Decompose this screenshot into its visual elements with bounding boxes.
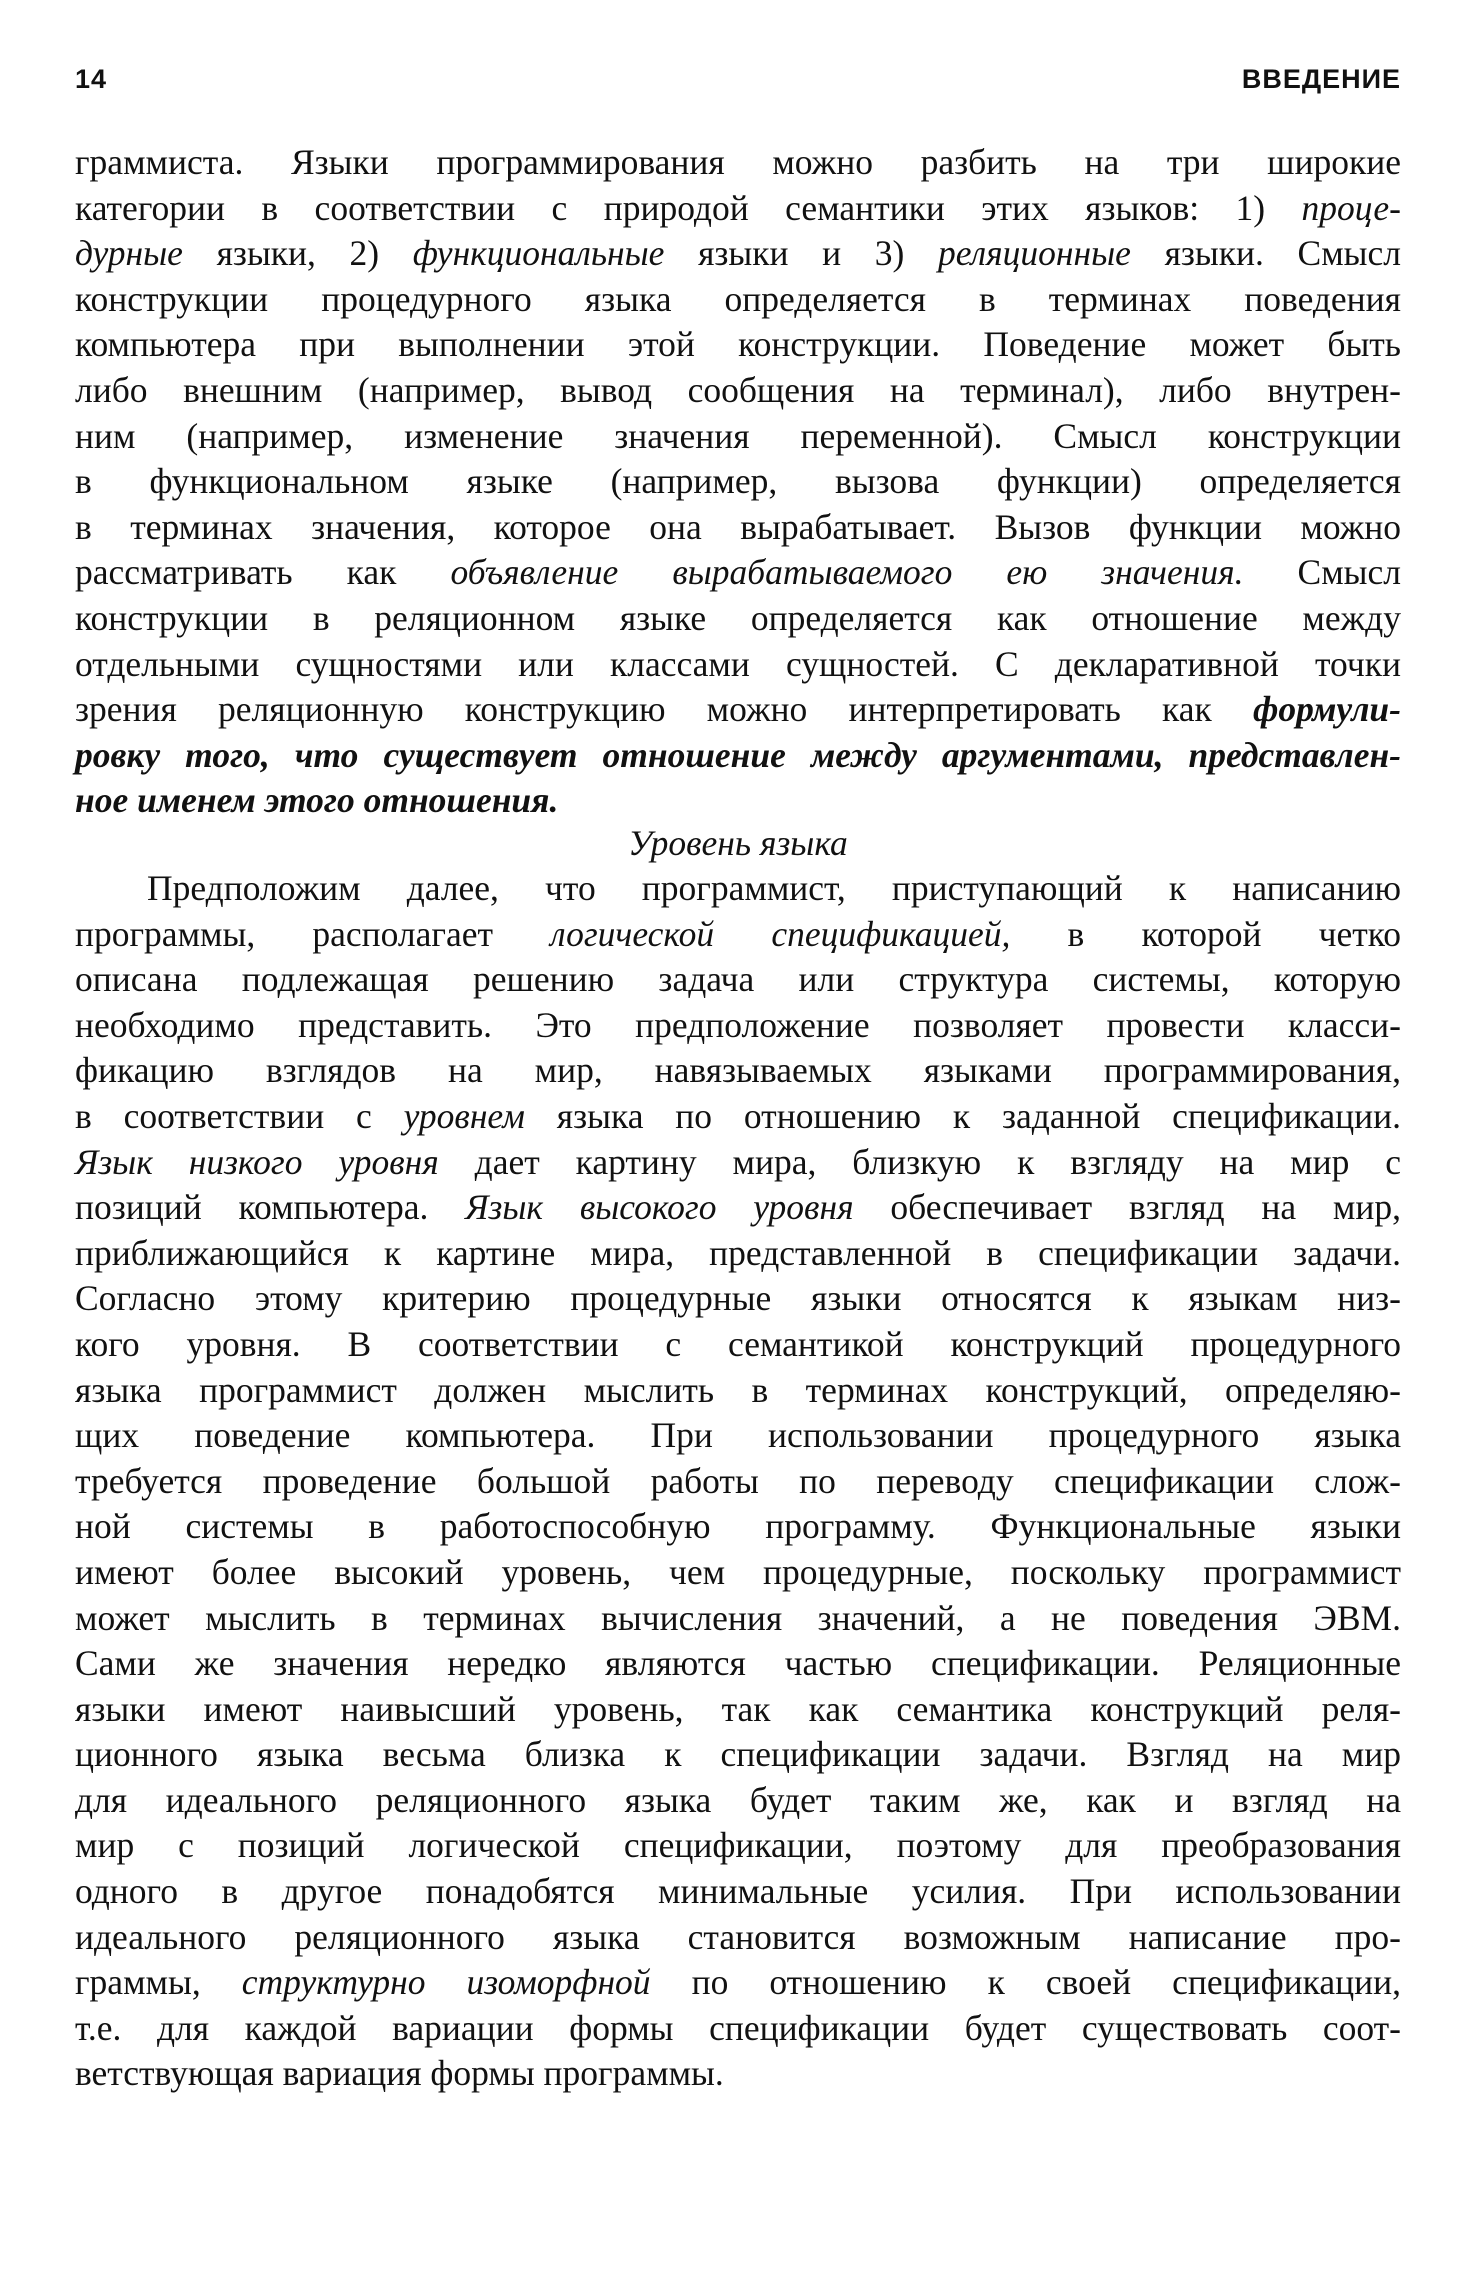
text-line — [75, 1823, 1401, 1869]
paragraph-language-level — [75, 866, 1401, 2097]
text-run: языки. Смысл — [1130, 233, 1401, 274]
text-run: Смысл — [1243, 552, 1401, 593]
running-head — [75, 64, 1401, 104]
text-line — [75, 1003, 1401, 1049]
emphasis-run: логической спецификацией, — [550, 913, 1011, 954]
text-line — [75, 957, 1401, 1003]
text-line — [75, 866, 1401, 912]
text-run: для идеального реляционного языка будет таким же, как и взгляд на — [75, 1779, 1401, 1820]
paragraph-programming-paradigms — [75, 140, 1401, 824]
text-run: требуется проведение большой работы по переводу спецификации слож- — [75, 1460, 1401, 1501]
text-run: компьютера при выполнении этой конструкции. Поведение может быть — [75, 324, 1401, 365]
text-run: либо внешним (например, вывод сообщения на терминал), либо внутрен- — [75, 369, 1401, 410]
text-line — [75, 1687, 1401, 1733]
text-line — [75, 1504, 1401, 1550]
text-run: языки имеют наивысший уровень, так как семантика конструкций реля- — [75, 1688, 1401, 1729]
text-line — [75, 1641, 1401, 1687]
text-run: по отношению к своей спецификации, — [650, 1962, 1401, 2003]
text-line — [75, 1459, 1401, 1505]
text-line — [75, 322, 1401, 368]
text-run: программы, располагает — [75, 913, 551, 954]
text-run: идеального реляционного языка становится возможным написание про- — [75, 1916, 1401, 1957]
text-line — [75, 140, 1401, 186]
text-line — [75, 642, 1401, 688]
text-line — [75, 778, 1401, 824]
text-run: в функциональном языке (например, вызова функции) определяется — [75, 461, 1401, 502]
emphasis-run: ное именем этого отношения. — [75, 780, 559, 821]
text-run: языки, 2) — [182, 233, 413, 274]
text-run: категории в соответствии с природой семантики этих языков: 1) — [75, 187, 1302, 228]
text-line — [75, 186, 1401, 232]
text-run: обеспечивает взгляд на мир, — [853, 1187, 1401, 1228]
text-run: фикацию взглядов на мир, навязываемых языками программирования, — [75, 1050, 1401, 1091]
text-line — [75, 1915, 1401, 1961]
emphasis-run: Язык низкого уровня — [75, 1141, 439, 1182]
text-run: кого уровня. В соответствии с семантикой конструкций процедурного — [75, 1323, 1401, 1364]
text-line — [75, 1140, 1401, 1186]
text-run: отдельными сущностями или классами сущностей. С декларативной точки — [75, 643, 1401, 684]
text-run: Согласно этому критерию процедурные языки относятся к языкам низ- — [75, 1278, 1401, 1319]
text-line — [75, 1869, 1401, 1915]
text-line — [75, 1322, 1401, 1368]
text-run: дает картину мира, близкую к взгляду на мир с — [438, 1141, 1401, 1182]
text-run: одного в другое понадобятся минимальные усилия. При использовании — [75, 1871, 1401, 1912]
text-line — [75, 1185, 1401, 1231]
text-line — [75, 687, 1401, 733]
text-run: рассматривать как — [75, 552, 451, 593]
emphasis-run: структурно изоморфной — [241, 1962, 651, 2003]
text-run: ционного языка весьма близка к спецификации задачи. Взгляд на мир — [75, 1734, 1401, 1775]
text-run: граммиста. Языки программирования можно разбить на три широкие — [75, 142, 1401, 182]
text-line — [75, 2006, 1401, 2052]
text-line — [75, 1276, 1401, 1322]
text-line — [75, 1231, 1401, 1277]
text-run: позиций компьютера. — [75, 1187, 466, 1228]
text-line — [75, 231, 1401, 277]
text-line — [75, 1960, 1401, 2006]
text-line — [75, 2051, 1401, 2097]
emphasis-run: формули- — [1252, 689, 1401, 730]
text-run: необходимо представить. Это предположение позволяет провести класси- — [75, 1004, 1401, 1045]
text-line — [75, 596, 1401, 642]
emphasis-run: уровнем — [403, 1095, 525, 1136]
text-run: приближающийся к картине мира, представленной в спецификации задачи. — [75, 1232, 1401, 1273]
subheading-language-level: Уровень языка — [628, 823, 848, 863]
text-run: языки и 3) — [664, 233, 939, 274]
emphasis-run: объявление вырабатываемого ею значения. — [450, 552, 1244, 593]
emphasis-run: реляционные — [938, 233, 1131, 274]
text-run: граммы, — [75, 1962, 242, 2003]
text-line — [75, 505, 1401, 551]
text-line — [75, 368, 1401, 414]
text-run: ветствующая вариация формы программы. — [75, 2053, 724, 2094]
text-run: языка по отношению к заданной спецификации. — [524, 1095, 1401, 1136]
text-run: конструкции процедурного языка определяется в терминах поведения — [75, 278, 1401, 319]
text-line — [75, 733, 1401, 779]
emphasis-run: ровку того, что существует отношение между аргументами, представлен- — [75, 734, 1401, 775]
emphasis-run: проце- — [1301, 187, 1401, 228]
text-run: Сами же значения нередко являются частью спецификации. Реляционные — [75, 1643, 1401, 1684]
text-run: языка программист должен мыслить в терминах конструкций, определяю- — [75, 1369, 1401, 1410]
text-line — [75, 1413, 1401, 1459]
text-run: в соответствии с — [75, 1095, 404, 1136]
section-title: ВВЕДЕНИЕ — [1241, 64, 1401, 94]
text-line — [75, 1778, 1401, 1824]
text-run: мир с позиций логической спецификации, поэтому для преобразования — [75, 1825, 1401, 1866]
text-line — [75, 1048, 1401, 1094]
text-run: в которой четко — [1010, 913, 1401, 954]
text-run: имеют более высокий уровень, чем процедурные, поскольку программист — [75, 1551, 1401, 1592]
text-run: описана подлежащая решению задача или структура системы, которую — [75, 959, 1401, 1000]
text-run: щих поведение компьютера. При использовании процедурного языка — [75, 1415, 1401, 1456]
text-line — [75, 1596, 1401, 1642]
text-run: конструкции в реляционном языке определяется как отношение между — [75, 597, 1401, 638]
text-line — [75, 1094, 1401, 1140]
emphasis-run: функциональные — [412, 233, 665, 274]
text-line — [75, 1550, 1401, 1596]
text-line — [75, 414, 1401, 460]
text-line — [75, 550, 1401, 596]
emphasis-run: дурные — [75, 233, 183, 274]
text-run: т.е. для каждой вариации формы спецификации будет существовать соот- — [75, 2007, 1401, 2048]
text-run: зрения реляционную конструкцию можно интерпретировать как — [75, 689, 1253, 730]
text-run: Предположим далее, что программист, приступающий к написанию — [147, 868, 1401, 908]
emphasis-run: Язык высокого уровня — [465, 1187, 854, 1228]
text-line — [75, 1732, 1401, 1778]
text-run: ной системы в работоспособную программу. Функциональные языки — [75, 1506, 1401, 1547]
text-run: в терминах значения, которое она вырабатывает. Вызов функции можно — [75, 506, 1401, 547]
text-line — [75, 459, 1401, 505]
text-line — [75, 912, 1401, 958]
page-number: 14 — [75, 64, 108, 94]
text-run: ним (например, изменение значения переменной). Смысл конструкции — [75, 415, 1401, 456]
text-line — [75, 1368, 1401, 1414]
text-run: может мыслить в терминах вычисления значений, а не поведения ЭВМ. — [75, 1597, 1401, 1638]
text-line — [75, 277, 1401, 323]
